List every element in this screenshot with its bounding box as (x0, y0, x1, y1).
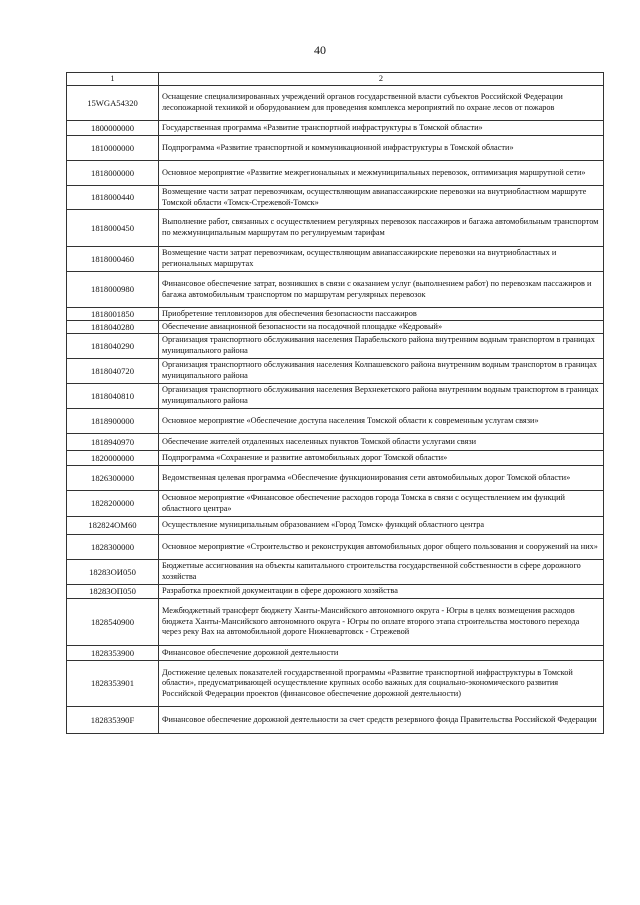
row-name: Основное мероприятие «Финансовое обеспечение расходов города Томска в связи с осуществлением им функций областного центра» (159, 491, 604, 517)
row-code: 1818040720 (67, 359, 159, 384)
row-code: 1818000440 (67, 186, 159, 210)
table-row (67, 161, 604, 186)
row-code: 1828200000 (67, 491, 159, 517)
row-code: 1818000000 (67, 161, 159, 186)
row-code: 1828353900 (67, 646, 159, 661)
table-row (67, 384, 604, 409)
row-code: 182824ОМ60 (67, 517, 159, 535)
table-row (67, 409, 604, 434)
budget-classification-table (66, 72, 604, 734)
table-row (67, 599, 604, 646)
row-name: Выполнение работ, связанных с осуществлением регулярных перевозок пассажиров и багажа автомобильным транспортом по межмуниципальным маршрутам по регулируемым тарифам (159, 210, 604, 247)
row-name: Финансовое обеспечение дорожной деятельности (159, 646, 604, 661)
row-name: Организация транспортного обслуживания населения Верхнекетского района внутренним водным транспортом в границах муниципального района (159, 384, 604, 409)
row-name: Государственная программа «Развитие транспортной инфраструктуры в Томской области» (159, 121, 604, 136)
row-code: 1828540900 (67, 599, 159, 646)
row-code: 1820000000 (67, 451, 159, 466)
table-row (67, 359, 604, 384)
table-row (67, 186, 604, 210)
table-row (67, 517, 604, 535)
table-row (67, 434, 604, 451)
row-code: 1818040810 (67, 384, 159, 409)
page-number: 40 (314, 43, 326, 57)
row-name: Финансовое обеспечение затрат, возникших в связи с оказанием услуг (выполнением работ) по перевозкам пассажиров и багажа автомобильным транспортом по маршрутам регулярных перевозок (159, 272, 604, 308)
row-code: 1818000450 (67, 210, 159, 247)
table-row (67, 466, 604, 491)
table-row (67, 308, 604, 321)
row-code: 1818900000 (67, 409, 159, 434)
row-name: Возмещение части затрат перевозчикам, осуществляющим авиапассажирские перевозки на внутриобластных и региональных маршрутах (159, 247, 604, 272)
table-row (67, 121, 604, 136)
row-code: 15WGA54320 (67, 86, 159, 121)
table-row (67, 585, 604, 599)
row-code: 1818940970 (67, 434, 159, 451)
row-name: Финансовое обеспечение дорожной деятельности за счет средств резервного фонда Правительства Российской Федерации (159, 707, 604, 734)
row-code: 1818000980 (67, 272, 159, 308)
row-name: Основное мероприятие «Строительство и реконструкция автомобильных дорог общего пользования и сооружений на них» (159, 535, 604, 560)
table-row (67, 210, 604, 247)
table-row (67, 560, 604, 585)
row-name: Возмещение части затрат перевозчикам, осуществляющим авиапассажирские перевозки на внутриобластном маршруте Томской области «Томск-Стрежевой-Томск» (159, 186, 604, 210)
row-name: Подпрограмма «Развитие транспортной и коммуникационной инфраструктуры в Томской области» (159, 136, 604, 161)
column-header-name: 2 (159, 73, 604, 86)
row-code: 1800000000 (67, 121, 159, 136)
row-name: Основное мероприятие «Обеспечение доступа населения Томской области к современным услугам связи» (159, 409, 604, 434)
row-code: 1828300000 (67, 535, 159, 560)
row-name: Подпрограмма «Сохранение и развитие автомобильных дорог Томской области» (159, 451, 604, 466)
row-code: 1818040290 (67, 334, 159, 359)
row-code: 182835390F (67, 707, 159, 734)
row-name: Межбюджетный трансферт бюджету Ханты-Мансийского автономного округа - Югры в целях возмещения расходов бюджета Ханты-Мансийского автономного округа - Югры по оплате второго этапа строительства мостового перехода через реку Вах на автомобильной дороге Нижневартовск - Стрежевой (159, 599, 604, 646)
row-name: Обеспечение жителей отдаленных населенных пунктов Томской области услугами связи (159, 434, 604, 451)
table-row (67, 86, 604, 121)
row-name: Достижение целевых показателей государственной программы «Развитие транспортной инфраструктуры в Томской области», предусматривающей осуществление крупных особо важных для социально-экономического развития Российской Федерации проектов (финансовое обеспечение дорожной деятельности) (159, 661, 604, 707)
table-row (67, 707, 604, 734)
row-code: 1818001850 (67, 308, 159, 321)
row-name: Организация транспортного обслуживания населения Колпашевского района внутренним водным транспортом в границах муниципального района (159, 359, 604, 384)
table-row (67, 136, 604, 161)
table-row (67, 646, 604, 661)
row-name: Обеспечение авиационной безопасности на посадочной площадке «Кедровый» (159, 321, 604, 334)
row-code: 1826300000 (67, 466, 159, 491)
table-header-row (67, 73, 604, 86)
row-code: 1818040280 (67, 321, 159, 334)
row-name: Основное мероприятие «Развитие межрегиональных и межмуниципальных перевозок, оптимизация маршрутной сети» (159, 161, 604, 186)
table-row (67, 334, 604, 359)
row-name: Оснащение специализированных учреждений органов государственной власти субъектов Российской Федерации лесопожарной техникой и оборудованием для проведения комплекса мероприятий по охране лесов от пожаров (159, 86, 604, 121)
table-row (67, 535, 604, 560)
row-code: 1810000000 (67, 136, 159, 161)
table-row (67, 247, 604, 272)
table-row (67, 321, 604, 334)
table-row (67, 661, 604, 707)
table-row (67, 272, 604, 308)
row-code: 18283ОП050 (67, 585, 159, 599)
row-name: Приобретение тепловизоров для обеспечения безопасности пассажиров (159, 308, 604, 321)
row-code: 1828353901 (67, 661, 159, 707)
row-code: 18283ОИ050 (67, 560, 159, 585)
table-row (67, 491, 604, 517)
row-name: Разработка проектной документации в сфере дорожного хозяйства (159, 585, 604, 599)
row-code: 1818000460 (67, 247, 159, 272)
row-name: Бюджетные ассигнования на объекты капитального строительства государственной собственности в сфере дорожного хозяйства (159, 560, 604, 585)
row-name: Организация транспортного обслуживания населения Парабельского района внутренним водным транспортом в границах муниципального района (159, 334, 604, 359)
column-header-code: 1 (67, 73, 159, 86)
row-name: Ведомственная целевая программа «Обеспечение функционирования сети автомобильных дорог Томской области» (159, 466, 604, 491)
row-name: Осуществление муниципальным образованием «Город Томск» функций областного центра (159, 517, 604, 535)
table-row (67, 451, 604, 466)
